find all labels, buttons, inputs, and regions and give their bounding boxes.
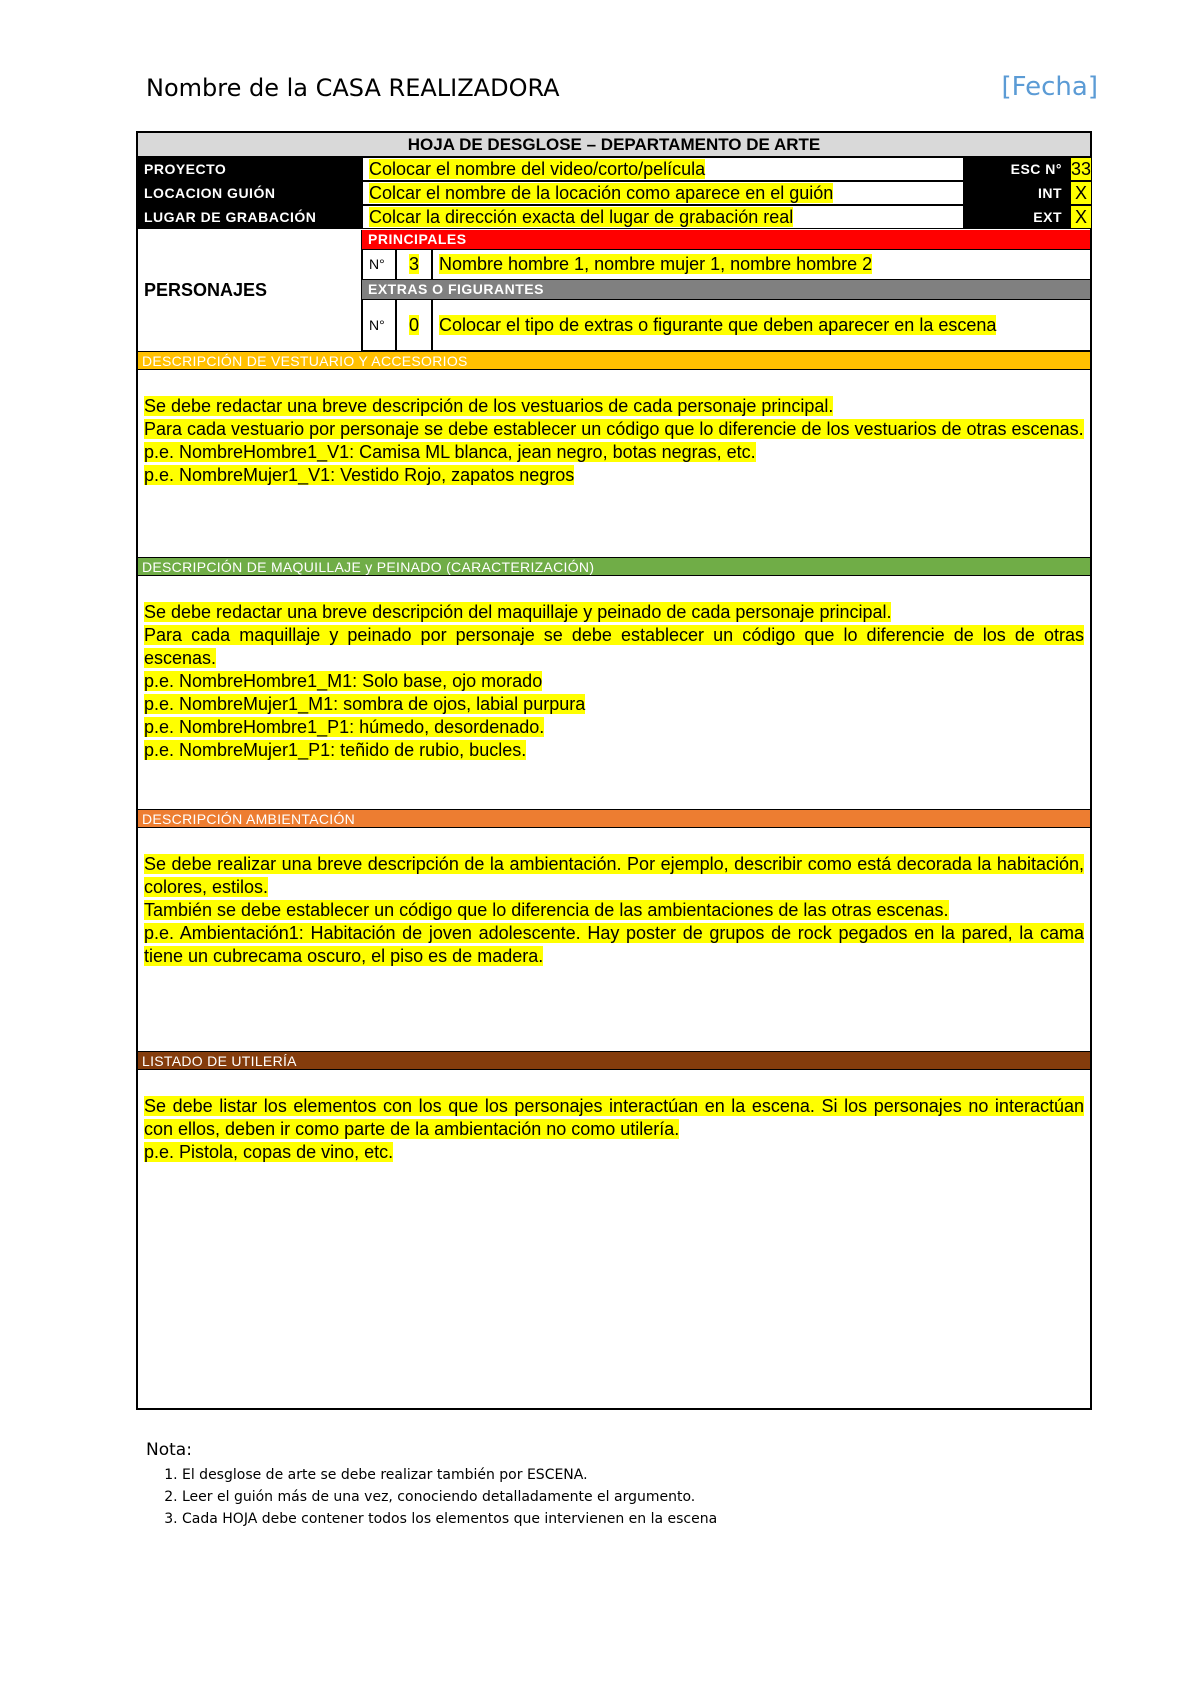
locacion-label: LOCACION GUIÓN: [138, 181, 362, 205]
note-item: 1. El desglose de arte se debe realizar también por ESCENA.: [182, 1464, 717, 1486]
ambientacion-body[interactable]: [144, 853, 1084, 968]
maquillaje-band: DESCRIPCIÓN DE MAQUILLAJE y PEINADO (CARACTERIZACIÓN): [138, 557, 1090, 576]
extras-count: 0: [408, 315, 419, 335]
extras-count-field[interactable]: [396, 299, 432, 351]
int-value[interactable]: X: [1070, 181, 1092, 205]
principales-names: Nombre hombre 1, nombre mujer 1, nombre hombre 2: [439, 254, 873, 274]
maquillaje-line: p.e. NombreMujer1_P1: teñido de rubio, bucles.: [144, 740, 527, 760]
proyecto-label: PROYECTO: [138, 157, 362, 181]
ambientacion-band: DESCRIPCIÓN AMBIENTACIÓN: [138, 809, 1090, 828]
int-label: INT: [964, 181, 1070, 205]
maquillaje-line: Para cada maquillaje y peinado por personaje se debe establecer un código que lo diferencie de los de otras escenas.: [144, 625, 1084, 668]
esc-value[interactable]: 33: [1071, 159, 1092, 179]
extras-no-label: N°: [362, 299, 396, 351]
vestuario-line: p.e. NombreHombre1_V1: Camisa ML blanca, jean negro, botas negras, etc.: [144, 442, 756, 462]
lugar-value: Colcar la dirección exacta del lugar de grabación real: [369, 207, 794, 227]
ext-label: EXT: [964, 205, 1070, 229]
ambientacion-line: Se debe realizar una breve descripción de la ambientación. Por ejemplo, describir como está decorada la habitación, colores, estilos.: [144, 854, 1084, 897]
notes-list: [146, 1464, 717, 1530]
locacion-value: Colcar el nombre de la locación como aparece en el guión: [369, 183, 834, 203]
principales-count: 3: [408, 254, 419, 274]
proyecto-field[interactable]: [362, 157, 964, 181]
vestuario-line: Para cada vestuario por personaje se debe establecer un código que lo diferencie de los vestuarios de otras escenas.: [144, 419, 1084, 439]
utileria-line: p.e. Pistola, copas de vino, etc.: [144, 1142, 394, 1162]
vestuario-body[interactable]: [144, 395, 1084, 487]
maquillaje-body[interactable]: [144, 601, 1084, 762]
maquillaje-line: p.e. NombreMujer1_M1: sombra de ojos, labial purpura: [144, 694, 586, 714]
vestuario-line: p.e. NombreMujer1_V1: Vestido Rojo, zapatos negros: [144, 465, 575, 485]
personajes-label: PERSONAJES: [138, 230, 362, 351]
maquillaje-line: Se debe redactar una breve descripción del maquillaje y peinado de cada personaje principal.: [144, 602, 892, 622]
vestuario-line: Se debe redactar una breve descripción de los vestuarios de cada personaje principal.: [144, 396, 834, 416]
lugar-field[interactable]: [362, 205, 964, 229]
locacion-field[interactable]: [362, 181, 964, 205]
maquillaje-line: p.e. NombreHombre1_P1: húmedo, desordenado.: [144, 717, 545, 737]
date-field[interactable]: [Fecha]: [1001, 72, 1098, 102]
proyecto-value: Colocar el nombre del video/corto/película: [369, 159, 706, 179]
vestuario-band: DESCRIPCIÓN DE VESTUARIO Y ACCESORIOS: [138, 351, 1090, 370]
extras-desc-field[interactable]: [432, 299, 1092, 351]
extras-band: EXTRAS O FIGURANTES: [362, 280, 1090, 299]
principales-count-field[interactable]: [396, 249, 432, 280]
notes: [146, 1440, 717, 1530]
note-item: 3. Cada HOJA debe contener todos los elementos que intervienen en la escena: [182, 1508, 717, 1530]
breakdown-sheet: [136, 131, 1092, 1410]
note-item: 2. Leer el guión más de una vez, conociendo detalladamente el argumento.: [182, 1486, 717, 1508]
company-name: Nombre de la CASA REALIZADORA: [146, 74, 560, 102]
ambientacion-line: p.e. Ambientación1: Habitación de joven adolescente. Hay poster de grupos de rock pegados en la pared, la cama tiene un cubrecama oscuro, el piso es de madera.: [144, 923, 1084, 966]
lugar-label: LUGAR DE GRABACIÓN: [138, 205, 362, 229]
ext-value[interactable]: X: [1070, 205, 1092, 229]
ambientacion-line: También se debe establecer un código que lo diferencia de las ambientaciones de las otras escenas.: [144, 900, 949, 920]
sheet-title: HOJA DE DESGLOSE – DEPARTAMENTO DE ARTE: [138, 133, 1090, 157]
utileria-body[interactable]: [144, 1095, 1084, 1164]
principales-names-field[interactable]: [432, 249, 1092, 280]
utileria-band: LISTADO DE UTILERÍA: [138, 1051, 1090, 1070]
utileria-line: Se debe listar los elementos con los que los personajes interactúan en la escena. Si los personajes no interactúan con ellos, deben ir como parte de la ambientación no como utilería.: [144, 1096, 1084, 1139]
principales-no-label: N°: [362, 249, 396, 280]
notes-title: Nota:: [146, 1440, 192, 1460]
extras-desc: Colocar el tipo de extras o figurante que deben aparecer en la escena: [439, 315, 997, 335]
esc-label: ESC N°: [964, 157, 1070, 181]
maquillaje-line: p.e. NombreHombre1_M1: Solo base, ojo morado: [144, 671, 543, 691]
principales-band: PRINCIPALES: [362, 230, 1090, 249]
